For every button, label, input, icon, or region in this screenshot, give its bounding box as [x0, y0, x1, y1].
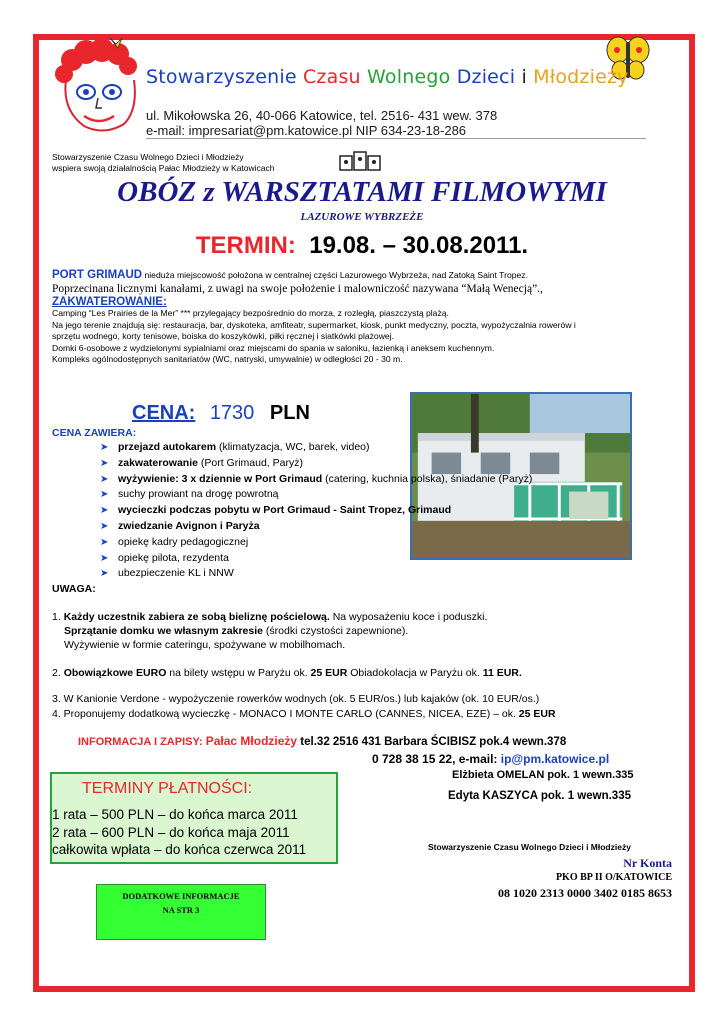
uwaga-point-2: 2. Obowiązkowe EURO na bilety wstępu w Paryżu ok. 25 EUR Obiadokolacja w Paryżu ok. 11 EUR.	[52, 667, 522, 679]
price-amount: 1730	[209, 402, 255, 424]
arrow-bullet-icon: ➤	[100, 505, 109, 517]
arrow-bullet-icon: ➤	[100, 473, 109, 485]
uwaga-point-4: 4. Proponujemy dodatkową wycieczkę - MONACO I MONTE CARLO (CANNES, NICEA, EZE) – ok. 25 EUR	[52, 708, 556, 720]
arrow-bullet-icon: ➤	[100, 489, 109, 501]
bank-account-number: 08 1020 2313 0000 3402 0185 8653	[498, 886, 672, 900]
list-item: ➤ przejazd autokarem (klimatyzacja, WC, barek, video)	[100, 440, 532, 456]
logo-face-icon	[52, 30, 144, 136]
contact-email-link[interactable]: ip@pm.katowice.pl	[500, 752, 610, 766]
arrow-bullet-icon: ➤	[100, 568, 109, 580]
payment-terms-title: TERMINY PŁATNOŚCI:	[82, 780, 253, 797]
uwaga-point-3: 3. W Kanionie Verdone - wypożyczenie rowerków wodnych (ok. 5 EUR/os.) lub kajaków (ok. 10 EUR/os.)	[52, 693, 540, 705]
payment-terms-box	[50, 772, 338, 864]
arrow-bullet-icon: ➤	[100, 552, 109, 564]
list-item: ➤ wycieczki podczas pobytu w Port Grimaud - Saint Tropez, Grimaud	[100, 503, 532, 519]
price-line: CENA: 1730 PLN	[132, 402, 310, 424]
info-phone-email: 0 728 38 15 22, e-mail: ip@pm.katowice.pl	[372, 752, 610, 766]
support-text: Stowarzyszenie Czasu Wolnego Dzieci i Młodzieży wspiera swoją działalnością Pałac Młodzieży w Katowicach	[52, 152, 275, 173]
arrow-bullet-icon: ➤	[100, 520, 109, 532]
list-item: ➤ opiekę kadry pedagogicznej	[100, 535, 532, 551]
price-includes-label: CENA ZAWIERA:	[52, 427, 137, 439]
info-person-3: Edyta KASZYCA pok. 1 wewn.335	[448, 790, 631, 802]
list-item: ➤ zakwaterowanie (Port Grimaud, Paryż)	[100, 456, 532, 472]
bank-account-label: Nr Konta	[623, 856, 672, 870]
extra-info-box: DODATKOWE INFORMACJE NA STR 3	[96, 884, 266, 940]
bank-name: PKO BP II O/KATOWICE	[555, 872, 672, 883]
info-line: INFORMACJA I ZAPISY: Pałac Młodzieży tel.32 2516 431 Barbara ŚCIBISZ pok.4 wewn.378	[78, 734, 567, 748]
intro-section: PORT GRIMAUD nieduża miejscowość położona w centralnej części Lazurowego Wybrzeża, nad Zatoką Saint Tropez. Poprzecinana licznymi kanałami, z uwagi na swoje położenie i malowniczość nazywana “Małą Wenecją”., ZAKWATEROWANIE: Camping “Les Prairies de la Mer” *** przylegający bezpośrednio do morza, z rozległą, piaszczystą plażą. Na jego terenie znajdują się: restauracja, bar, dyskoteka, amfiteatr, supermarket, kiosk, punkt medyczny, poczta, wypożyczalnia rowerów i sprzętu wodnego, korty tenisowe, boiska do koszykówki, piłki ręcznej i siatkówki plażowej. Domki 6-osobowe z wydzielonymi sypialniami oraz miejscami do spania w saloniku, łazienką i aneksem kuchennym. Kompleks ogólnodostępnych sanitariatów (WC, natryski, umywalnie) w odległości 20 - 30 m.	[52, 269, 576, 364]
arrow-bullet-icon: ➤	[100, 536, 109, 548]
info-person-2: Elżbieta OMELAN pok. 1 wewn.335	[452, 769, 634, 781]
org-address: ul. Mikołowska 26, 40-066 Katowice, tel. 2516- 431 wew. 378	[146, 108, 498, 123]
price-includes-list	[100, 440, 532, 582]
page-title: OBÓZ z WARSZTATAMI FILMOWYMI	[117, 176, 607, 208]
page-subtitle: LAZUROWE WYBRZEŻE	[300, 211, 424, 223]
list-item: ➤ ubezpieczenie KL i NNW	[100, 566, 532, 582]
uwaga-point-1: 1. Każdy uczestnik zabiera ze sobą bieliznę pościelową. Na wyposażeniu koce i poduszki. Sprzątanie domku we własnym zakresie (środki czystości zapewnione). Wyżywienie w formie cateringu, spożywane w mobilhomach.	[52, 611, 488, 651]
arrow-bullet-icon: ➤	[100, 442, 109, 453]
list-item: ➤ wyżywienie: 3 x dziennie w Port Grimaud (catering, kuchnia polska), śniadanie (Paryż)	[100, 472, 532, 488]
header-divider	[146, 138, 646, 139]
palace-logo-icon	[338, 150, 382, 172]
org-email: e-mail: impresariat@pm.katowice.pl NIP 634-23-18-286	[146, 123, 467, 138]
list-item: ➤ opiekę pilota, rezydenta	[100, 551, 532, 567]
termin-dates: TERMIN: 19.08. – 30.08.2011.	[195, 232, 529, 259]
org-name: Stowarzyszenie Czasu Wolnego Dzieci i Młodzieży	[146, 66, 629, 88]
list-item: ➤ suchy prowiant na drogę powrotną	[100, 487, 532, 503]
list-item: ➤ zwiedzanie Avignon i Paryża	[100, 519, 532, 535]
uwaga-label: UWAGA:	[52, 583, 96, 595]
arrow-bullet-icon: ➤	[100, 457, 109, 469]
payment-terms-list: 1 rata – 500 PLN – do końca marca 2011 2 rata – 600 PLN – do końca maja 2011 całkowita wpłata – do końca czerwca 2011	[52, 807, 307, 857]
bank-org: Stowarzyszenie Czasu Wolnego Dzieci i Młodzieży	[428, 842, 631, 852]
